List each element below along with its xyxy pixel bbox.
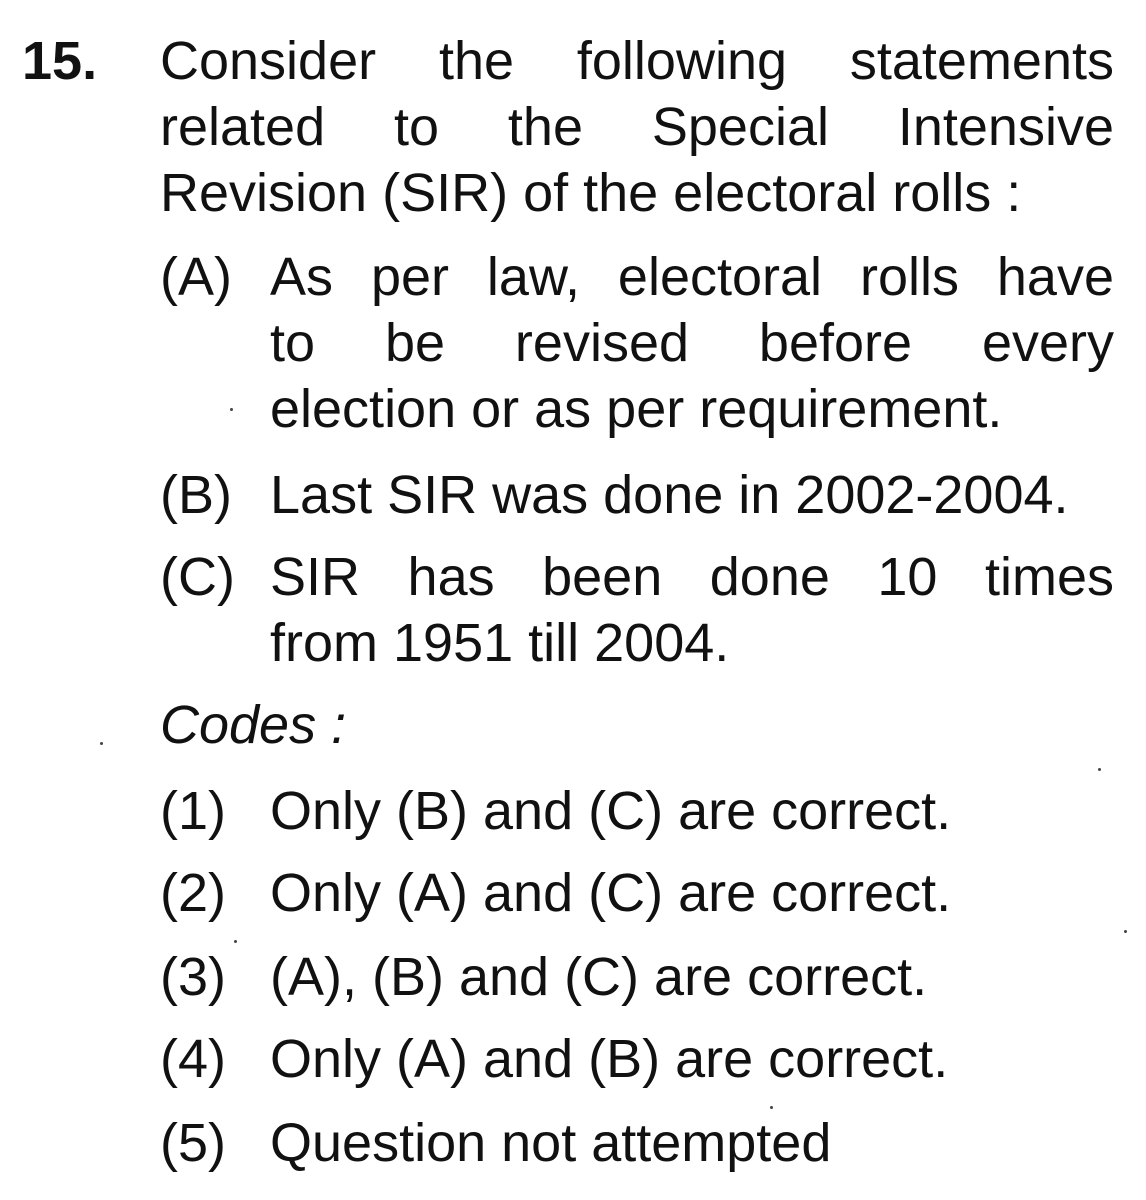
question-number: 15. — [22, 31, 98, 91]
question-stem — [160, 28, 1114, 226]
option-label: (2) — [160, 863, 226, 923]
scan-speck — [1124, 930, 1127, 933]
option-text: Only (B) and (C) are correct. — [270, 781, 952, 841]
option-label: (1) — [160, 781, 226, 841]
option-label: (4) — [160, 1029, 226, 1089]
statement-line: from 1951 till 2004. — [270, 613, 730, 673]
scan-speck — [1098, 768, 1101, 771]
statement-label: (B) — [160, 465, 232, 525]
option-label: (3) — [160, 947, 226, 1007]
statement-line: Last SIR was done in 2002-2004. — [270, 465, 1069, 525]
scan-speck — [230, 408, 233, 411]
stem-line: Revision (SIR) of the electoral rolls : — [160, 163, 1022, 223]
codes-heading: Codes : — [160, 695, 347, 755]
statement-line: election or as per requirement. — [270, 379, 1003, 439]
statement-line: As per law, electoral rolls have — [270, 247, 1114, 307]
option-text: Only (A) and (B) are correct. — [270, 1029, 949, 1089]
option-text: Only (A) and (C) are correct. — [270, 863, 952, 923]
statement-label: (C) — [160, 547, 235, 607]
statement-label: (A) — [160, 247, 232, 307]
option-text: (A), (B) and (C) are correct. — [270, 947, 928, 1007]
scan-speck — [100, 742, 103, 745]
scan-speck — [234, 940, 237, 943]
stem-line: Consider the following statements — [160, 31, 1114, 91]
scan-speck — [770, 1106, 773, 1109]
statement-line: to be revised before every — [270, 313, 1114, 373]
stem-line: related to the Special Intensive — [160, 97, 1114, 157]
statement-line: SIR has been done 10 times — [270, 547, 1114, 607]
option-text: Question not attempted — [270, 1113, 832, 1173]
option-label: (5) — [160, 1113, 226, 1173]
